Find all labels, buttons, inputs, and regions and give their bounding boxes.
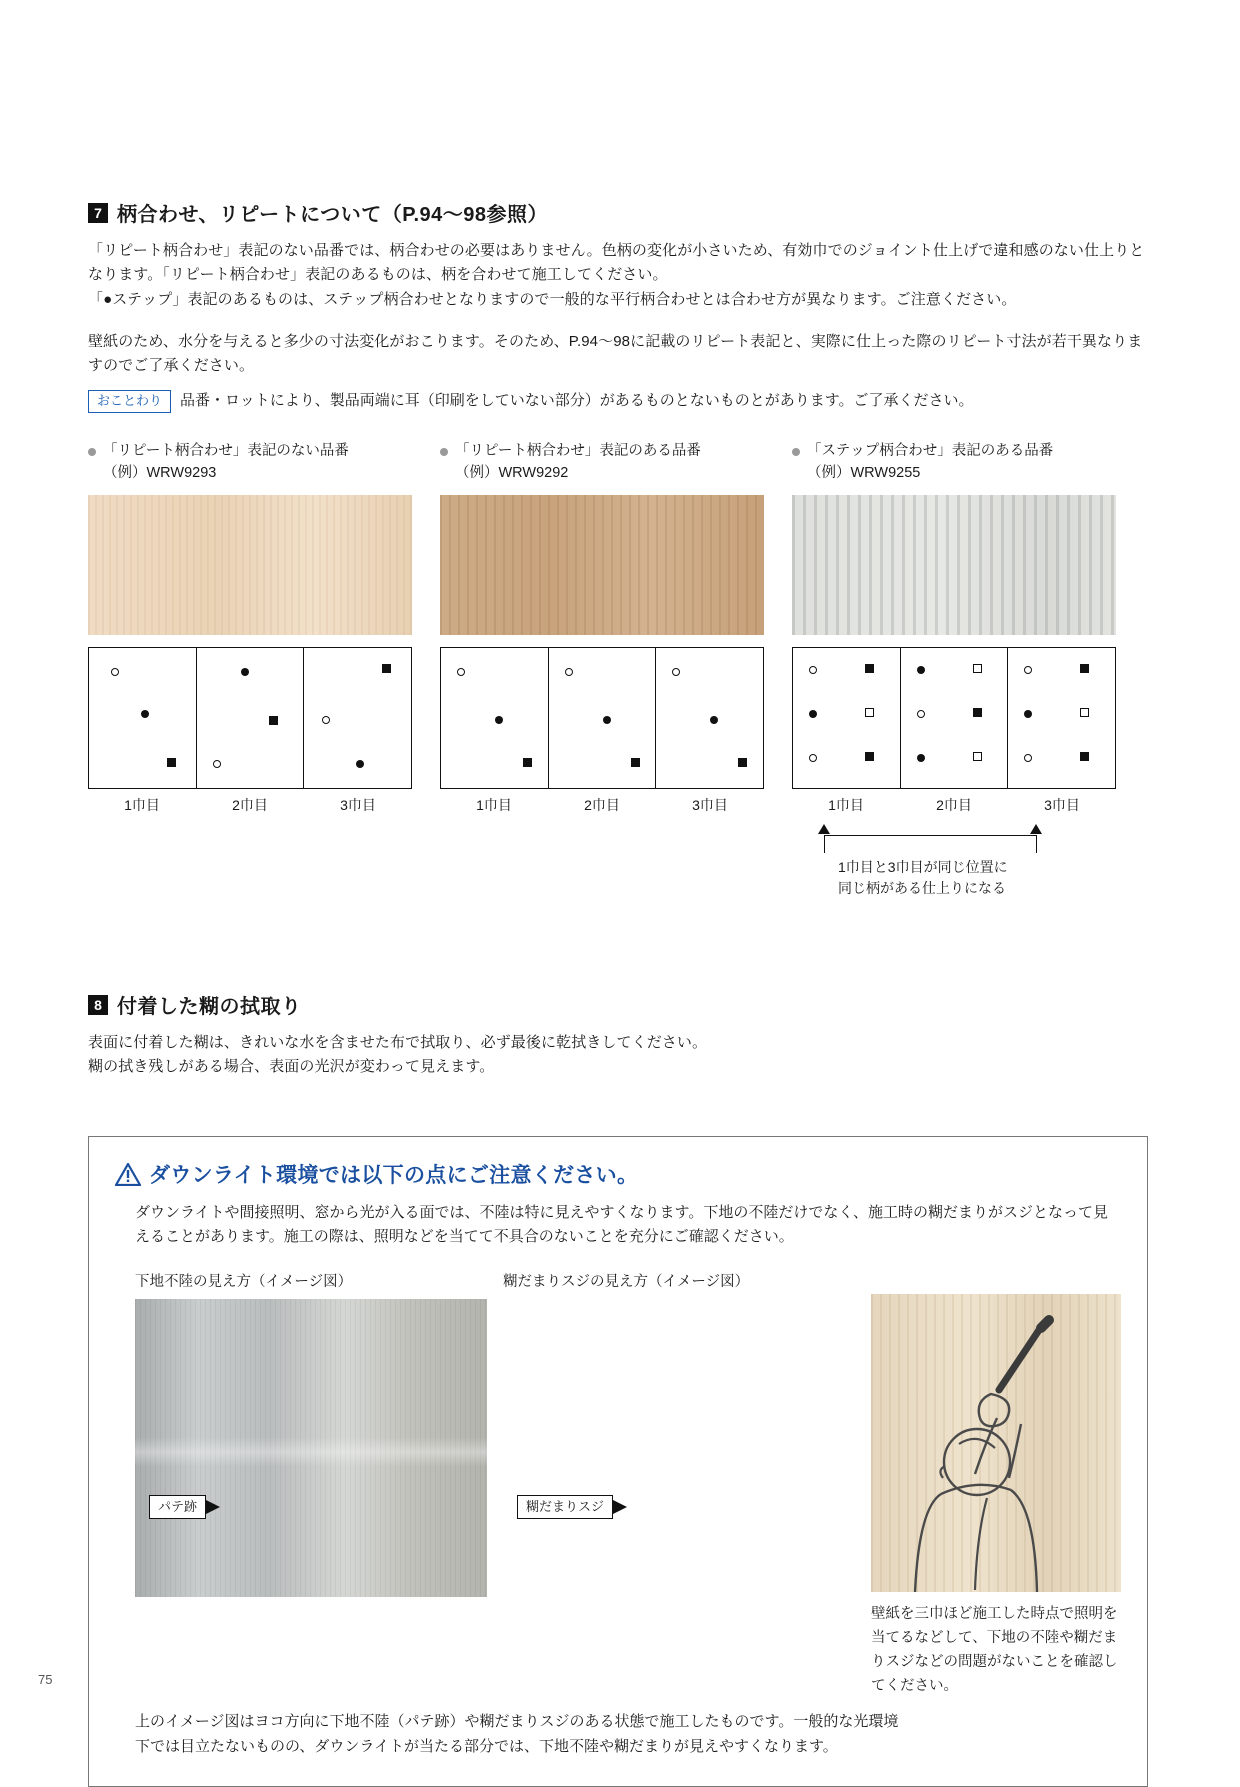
sample-1-panel-labels xyxy=(88,795,412,815)
filled-circle-mark xyxy=(917,666,925,674)
sample-2-panel-labels xyxy=(440,795,764,815)
caution-bottom-note: 上のイメージ図はヨコ方向に下地不陸（パテ跡）や糊だまりスジのある状態で施工したものです。一般的な光環境下では目立たないものの、ダウンライトが当たる部分では、下地不陸や糊だまりが見えやすくなります。 xyxy=(135,1712,899,1755)
sample-2-title-line2: （例）WRW9292 xyxy=(455,464,569,481)
arrow-up-left-icon xyxy=(818,824,830,834)
caution-heading xyxy=(115,1159,1121,1189)
step-note-caption xyxy=(838,857,1008,900)
section-8-line-1: 表面に付着した糊は、きれいな水を含ませた布で拭取り、必ず最後に乾拭きしてください。 xyxy=(88,1034,708,1051)
filled-circle-mark xyxy=(917,754,925,762)
open-circle-mark xyxy=(565,668,573,676)
notice-chip: おことわり xyxy=(88,390,171,413)
sample-column-3 xyxy=(792,441,1116,909)
section-8-heading xyxy=(88,990,1148,1019)
step-note-line2: 同じ柄がある仕上りになる xyxy=(838,880,1006,897)
open-circle-mark xyxy=(917,710,925,718)
caution-box-wrapper xyxy=(88,1110,1148,1787)
filled-circle-mark xyxy=(241,668,249,676)
warning-triangle-icon xyxy=(115,1163,141,1186)
caution-title: ダウンライト環境では以下の点にご注意ください。 xyxy=(149,1164,639,1187)
bullet-icon xyxy=(440,448,448,456)
caution-body-text: ダウンライトや間接照明、窓から光が入る面では、不陸は特に見えやすくなります。下地の不陸だけでなく、施工時の糊だまりがスジとなって見えることがあります。施工の際は、照明などを当てて不具合のないことを充分にご確認ください。 xyxy=(135,1204,1109,1246)
panel-label: 2巾目 xyxy=(232,796,268,813)
image-a-caption: 下地不陸の見え方（イメージ図） xyxy=(135,1273,353,1290)
sample-3-title-line1: 「ステップ柄合わせ」表記のある品番 xyxy=(807,443,1054,460)
panel-label: 1巾目 xyxy=(828,796,864,813)
sample-3-title-line2: （例）WRW9255 xyxy=(807,464,921,481)
panel xyxy=(793,648,901,788)
filled-square-mark xyxy=(269,716,278,725)
panel xyxy=(197,648,305,788)
panel xyxy=(89,648,197,788)
filled-circle-mark xyxy=(710,716,718,724)
section-7-paragraph-2: 「●ステップ」表記のあるものは、ステップ柄合わせとなりますので一般的な平行柄合わせとは合わせ方が異なります。ご注意ください。 xyxy=(88,290,1017,308)
section-7-title: 柄合わせ、リピートについて（P.94〜98参照） xyxy=(117,204,549,226)
worker-with-lamp-drawing xyxy=(871,1294,1121,1592)
step-arrow-line xyxy=(824,835,1036,836)
panel xyxy=(901,648,1009,788)
open-circle-mark xyxy=(809,754,817,762)
image-b-callout xyxy=(517,1495,627,1520)
image-column-substrate xyxy=(135,1270,487,1698)
notice-row xyxy=(88,390,1148,413)
step-tick-right xyxy=(1036,835,1037,853)
section-7-heading xyxy=(88,198,1148,227)
open-circle-mark xyxy=(1024,754,1032,762)
sample-3-swatch-image xyxy=(792,495,1116,635)
sample-1-title xyxy=(88,441,412,485)
filled-circle-mark xyxy=(809,710,817,718)
sample-1-panel-diagram xyxy=(88,647,412,789)
image-a-callout-label: パテ跡 xyxy=(149,1495,206,1520)
step-note-line1: 1巾目と3巾目が同じ位置に xyxy=(838,858,1008,875)
open-circle-mark xyxy=(809,666,817,674)
filled-square-mark xyxy=(631,758,640,767)
section-7-paragraph-1: 「リピート柄合わせ」表記のない品番では、柄合わせの必要はありません。色柄の変化が小さいため、有効巾でのジョイント仕上げで違和感のない仕上りとなります。「リピート柄合わせ」表記のあるものは、柄を合わせて施工してください。 xyxy=(88,242,1145,284)
section-8-line-2: 糊の拭き残しがある場合、表面の光沢が変わって見えます。 xyxy=(88,1058,495,1076)
sample-column-2 xyxy=(440,441,764,909)
sample-2-swatch-image xyxy=(440,495,764,635)
filled-square-mark xyxy=(523,758,532,767)
filled-square-mark xyxy=(865,664,874,673)
substrate-unevenness-photo xyxy=(135,1299,487,1597)
panel-label: 3巾目 xyxy=(692,796,728,813)
open-circle-mark xyxy=(213,760,221,768)
image-b-caption: 糊だまりスジの見え方（イメージ図） xyxy=(503,1273,750,1290)
page-number: 75 xyxy=(38,1672,53,1687)
lighting-check-illustration xyxy=(871,1294,1121,1592)
panel xyxy=(304,648,411,788)
panel-label: 1巾目 xyxy=(124,796,160,813)
panel xyxy=(656,648,763,788)
filled-square-mark xyxy=(738,758,747,767)
open-square-mark xyxy=(865,708,874,717)
panel-label: 2巾目 xyxy=(584,796,620,813)
filled-circle-mark xyxy=(495,716,503,724)
open-circle-mark xyxy=(672,668,680,676)
sample-2-panel-diagram xyxy=(440,647,764,789)
filled-circle-mark xyxy=(1024,710,1032,718)
panel-label: 2巾目 xyxy=(936,796,972,813)
open-circle-mark xyxy=(322,716,330,724)
image-a-callout xyxy=(149,1495,220,1520)
bullet-icon xyxy=(88,448,96,456)
panel-label: 1巾目 xyxy=(476,796,512,813)
section-8-number: 8 xyxy=(88,995,108,1015)
open-square-mark xyxy=(973,752,982,761)
image-c-note: 壁紙を三巾ほど施工した時点で照明を当てるなどして、下地の不陸や糊だまりスジなどの問題がないことを確認してください。 xyxy=(871,1605,1118,1694)
open-circle-mark xyxy=(111,668,119,676)
caution-image-row xyxy=(115,1270,1121,1698)
notice-text: 品番・ロットにより、製品両端に耳（印刷をしていない部分）があるものとないものとがあります。ご了承ください。 xyxy=(180,392,974,410)
sample-1-title-line1: 「リピート柄合わせ」表記のない品番 xyxy=(103,443,349,460)
arrow-up-right-icon xyxy=(1030,824,1042,834)
sample-1-title-line2: （例）WRW9293 xyxy=(103,464,217,481)
panel-label: 3巾目 xyxy=(340,796,376,813)
open-circle-mark xyxy=(457,668,465,676)
bullet-icon xyxy=(792,448,800,456)
image-b-callout-label: 糊だまりスジ xyxy=(517,1495,613,1520)
section-7 xyxy=(88,198,1148,909)
section-7-number: 7 xyxy=(88,203,108,223)
sample-2-title-line1: 「リピート柄合わせ」表記のある品番 xyxy=(455,443,701,460)
filled-circle-mark xyxy=(603,716,611,724)
open-circle-mark xyxy=(1024,666,1032,674)
caution-box xyxy=(88,1136,1148,1787)
sample-3-panel-diagram xyxy=(792,647,1116,789)
arrow-right-icon xyxy=(206,1500,220,1514)
sample-column-1 xyxy=(88,441,412,909)
filled-square-mark xyxy=(865,752,874,761)
panel xyxy=(441,648,549,788)
image-column-paste xyxy=(503,1270,855,1698)
step-tick-left xyxy=(824,835,825,853)
filled-circle-mark xyxy=(356,760,364,768)
filled-square-mark xyxy=(382,664,391,673)
section-8 xyxy=(88,990,1148,1080)
sample-1-swatch-image xyxy=(88,495,412,635)
filled-circle-mark xyxy=(141,710,149,718)
panel xyxy=(1008,648,1115,788)
filled-square-mark xyxy=(1080,664,1089,673)
paste-streak-photo xyxy=(503,1299,855,1597)
step-match-note xyxy=(792,823,1116,909)
image-column-check xyxy=(871,1270,1121,1698)
sample-columns xyxy=(88,441,1148,909)
sample-2-title xyxy=(440,441,764,485)
sample-3-panel-labels xyxy=(792,795,1116,815)
filled-square-mark xyxy=(1080,752,1089,761)
section-7-paragraph-3: 壁紙のため、水分を与えると多少の寸法変化がおこります。そのため、P.94〜98に記載のリピート表記と、実際に仕上った際のリピート寸法が若干異なりますのでご了承ください。 xyxy=(88,332,1143,375)
sample-3-title xyxy=(792,441,1116,485)
open-square-mark xyxy=(1080,708,1089,717)
filled-square-mark xyxy=(167,758,176,767)
panel xyxy=(549,648,657,788)
filled-square-mark xyxy=(973,708,982,717)
open-square-mark xyxy=(973,664,982,673)
arrow-right-icon xyxy=(613,1500,627,1514)
panel-label: 3巾目 xyxy=(1044,796,1080,813)
section-8-title: 付着した糊の拭取り xyxy=(117,996,302,1018)
